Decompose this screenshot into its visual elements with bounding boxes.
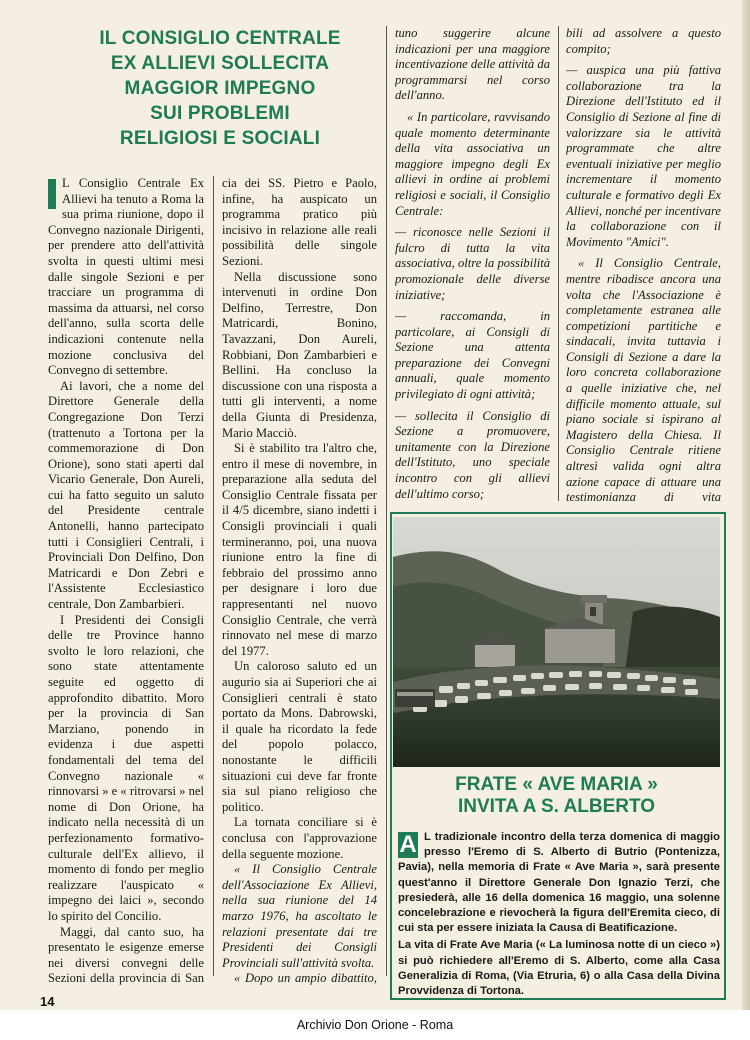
headline-line: IL CONSIGLIO CENTRALE: [99, 28, 341, 49]
sidebar-title: [393, 774, 720, 818]
sidebar-title-line: INVITA A S. ALBERTO: [457, 796, 656, 817]
paragraph: cia dei SS. Pietro e Paolo, infine, ha auspicato un programma pratico più incisivo in relazione alle reali possibilità delle singole Sezioni.: [222, 176, 377, 268]
paragraph: Nella discussione sono intervenuti in ordine Don Delfino, Terrestre, Don Matricardi, Bonino, Tavazzani, Don Aureli, Robbiani, Don Zambarbieri e Bellini. Ha concluso la discussione con una risposta a tutti gli interventi, a nome della Giunta di Presidenza, Mario Macciò.: [222, 269, 377, 440]
dropcap-letter: A: [399, 831, 417, 858]
article-column-2: [222, 176, 377, 986]
headline-line: SUI PROBLEMI: [150, 103, 290, 124]
column-divider: [558, 26, 559, 501]
headline-line: EX ALLIEVI SOLLECITA: [110, 53, 330, 74]
headline-line: RELIGIOSI E SOCIALI: [119, 128, 321, 149]
motion-item: — riconosce nelle Sezioni il fulcro di tutta la vita associativa, oltre la possibilità promozionale delle diverse iniziative;: [395, 225, 550, 302]
article-column-3: [395, 26, 550, 506]
mountain-church-photo: [393, 517, 720, 767]
paragraph: I Presidenti dei Consigli delle tre Province hanno svolto le loro relazioni, che sono state attentamente seguite ed oggetto di approfondito dibattito. Moro per la provincia di San Marziano, ponendo in evidenza i due aspetti fondamentali del tema del Convegno nazionale « rinnovarsi » e « ritrovarsi » nel nome di Don Orione, ha indicato nella necessità di un perfezionamento formativo-culturale dell'Ex allievo, il momento di fondo per meglio realizzare l'auspicato « impegno dei laici », secondo lo spirito del Concilio.: [48, 612, 204, 923]
paragraph: Maggi, dal canto suo, ha presentato le esigenze emerse nei diversi convegni delle Sezioni della provincia di San: [48, 924, 204, 986]
motion-paragraph: « Dopo un ampio dibattito,: [234, 971, 377, 986]
motion-item: — auspica una più fattiva collaborazione tra la Direzione dell'Istituto ed il Consiglio di Sezione al fine di valorizzare sia le attività programmate che altre eventuali iniziative per meglio incrementare il momento culturale e formativo degli Ex Allievi, nonché per incentivare la collaborazione con il Movimento "Amici".: [566, 63, 721, 249]
column-divider: [386, 26, 387, 976]
paragraph: L Consiglio Centrale Ex Allievi ha tenuto a Roma la sua prima riunione, dopo il Convegno nazionale Dirigenti, per prendere atto dell'attività svolta in questi ultimi mesi dalle singole Sezioni e per tracciare un programma di massima da attuarsi, nel corso dell'anno, sulla scorta delle indicazioni contenute nella mozione conclusiva del Convegno di settembre.: [48, 176, 204, 378]
paragraph: Un caloroso saluto ed un augurio sia ai Superiori che ai Consiglieri centrali è stato portato da Mons. Dabrowski, il quale ha ricordato la fede del popolo polacco, nonostante le difficili situazioni cui deve far fronte sia sul piano religioso che politico.: [222, 659, 377, 814]
motion-item: — raccomanda, in particolare, ai Consigli di Sezione una attenta preparazione dei Convegni annuali, quale momento privilegiato di ogni attività;: [395, 309, 550, 402]
page-binding-shadow: [742, 0, 750, 1010]
sidebar-title-line: FRATE « AVE MARIA »: [455, 774, 658, 795]
headline-line: MAGGIOR IMPEGNO: [124, 78, 316, 99]
article-column-1: [48, 176, 204, 986]
dropcap-bar: [48, 179, 56, 209]
paragraph: La vita di Frate Ave Maria (« La luminosa notte di un cieco ») si può richiedere all'Eremo di S. Alberto, come alla Casa Generalizia di Roma, (Via Etruria, 6) o alla Casa della Divina Provvidenza di Tortona.: [398, 939, 720, 998]
motion-item: bili ad assolvere a questo compito;: [566, 26, 721, 56]
paragraph: La tornata conciliare si è conclusa con l'approvazione della seguente mozione.: [222, 815, 377, 861]
paragraph: Ai lavori, che a nome del Direttore Generale della Congregazione Don Terzi (trattenuto a Tortona per la commemorazione di Don Orione), sono stati aperti dal Vicario Generale, Don Aureli, cui ha fatto seguito un saluto del Presidente centrale Antonelli, hanno partecipato tutti i Consiglieri Centrali, i Provinciali Don Delfino, Don Matricardi e Don Zebri e l'Assistente Ecclesiastico centrale, Don Zambarbieri.: [48, 378, 204, 612]
archive-footer: Archivio Don Orione - Roma: [0, 1010, 750, 1040]
motion-paragraph: « In particolare, ravvisando quale momento determinante della vita associativa un maggiore impegno degli Ex allievi in ordine ai problemi religiosi e sociali, il Consiglio Centrale:: [395, 109, 550, 218]
page-number: 14: [40, 994, 55, 1009]
article-headline: [60, 26, 380, 151]
paragraph: L tradizionale incontro della terza domenica di maggio presso l'Eremo di S. Alberto di Butrio (Pontenizza, Pavia), nella memoria di Frate « Ave Maria », sarà presente quest'anno il Direttore Generale Don Ignazio Terzi, che presiederà, alle 16 della domenica 16 maggio, una solenne concelebrazione e rievocherà la figura dell'Eremita cieco, di cui sta per essere iniziata la Causa di Beatificazione.: [398, 831, 720, 935]
column-divider: [213, 176, 214, 976]
motion-paragraph: tuno suggerire alcune indicazioni per una maggiore incentivazione delle attività da programmarsi nel corso dell'anno.: [395, 26, 550, 103]
motion-paragraph: « Il Consiglio Centrale, mentre ribadisce ancora una volta che l'Associazione è completamente estranea alle competizioni partitiche e sindacali, invita tuttavia i Consigli di Sezione a dare la loro concreta collaborazione a quelle iniziative che, nel difficile momento attuale, sul piano sociale si ispirano al Magistero della Chiesa. Il Consiglio Centrale ritiene altresì valida ogni altra azione capace di attuare una testimonianza di vita: [566, 256, 721, 505]
paragraph: Si è stabilito tra l'altro che, entro il mese di novembre, in preparazione alla seduta del Consiglio Centrale fissata per il 4/5 dicembre, siano indetti i Consigli provinciali i quali termineranno, poi, una nuova riunione entro la fine di febbraio del prossimo anno per designare i loro due rappresentanti nel nuovo Consiglio Centrale, che verrà rinnovato nel mese di marzo del 1977.: [222, 441, 377, 658]
sidebar-text: [398, 830, 720, 999]
article-column-4: [566, 26, 721, 506]
motion-item: — sollecita il Consiglio di Sezione a promuovere, unitamente con la Direzione dell'Istituto, uno speciale incontro con gli allievi dell'ultimo corso;: [395, 408, 550, 501]
motion-paragraph: « Il Consiglio Centrale dell'Associazione Ex Allievi, nella sua riunione del 14 marzo 1976, ha ascoltato le relazioni presentate dai tre Presidenti dei Consigli Provinciali sull'attività svolta.: [222, 862, 377, 970]
